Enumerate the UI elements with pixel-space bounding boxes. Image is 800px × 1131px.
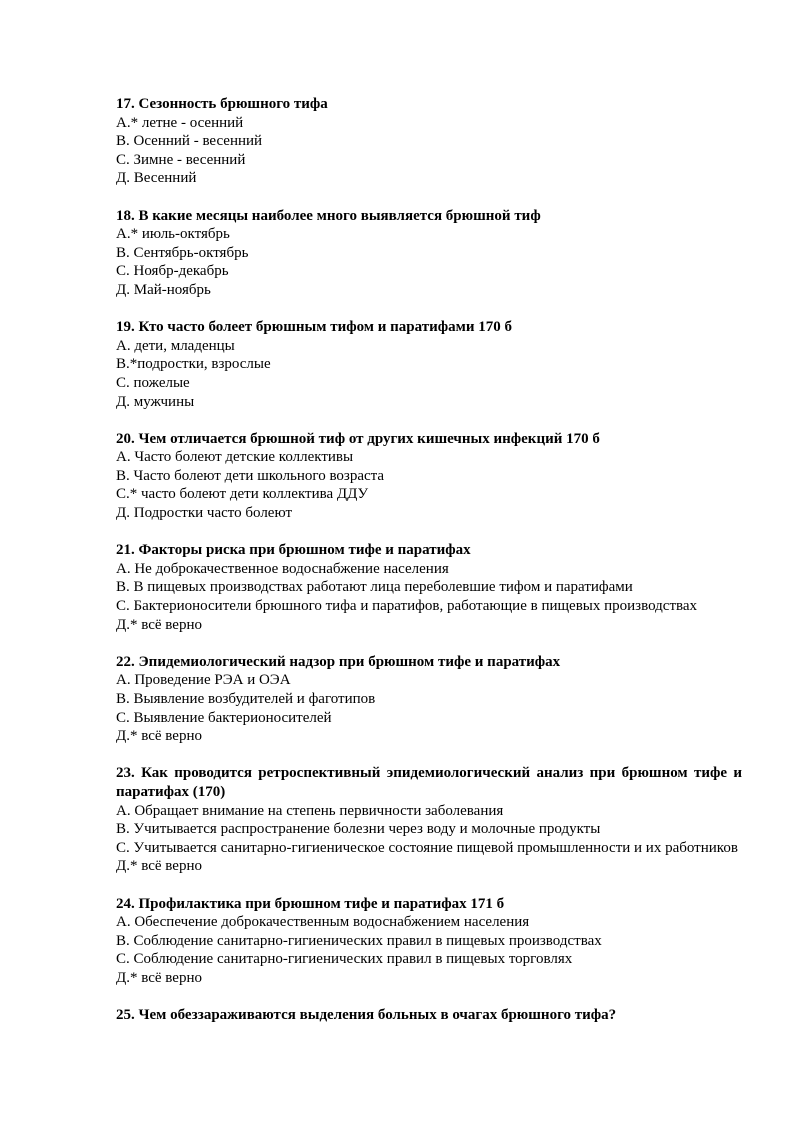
question-19: [116, 318, 742, 411]
answer-option: А. Часто болеют детские коллективы: [116, 449, 354, 466]
question-21: [116, 541, 742, 634]
answer-option: С. Соблюдение санитарно-гигиенических правил в пищевых торговлях: [116, 951, 573, 968]
answer-option: А.* летне - осенний: [116, 114, 244, 131]
answer-option: С. пожелые: [116, 374, 190, 391]
question-title: 24. Профилактика при брюшном тифе и паратифах 171 б: [116, 895, 505, 912]
question-title: 23. Как проводится ретроспективный эпидемиологический анализ при брюшном тифе и паратифах (170): [116, 765, 742, 800]
document-page: [116, 95, 742, 1043]
answer-option: С. Выявление бактерионосителей: [116, 709, 332, 726]
answer-option: В. Соблюдение санитарно-гигиенических правил в пищевых производствах: [116, 932, 602, 949]
question-23: [116, 764, 742, 876]
question-18: [116, 207, 742, 300]
question-25: [116, 1006, 742, 1025]
answer-option: Д. Май-ноябрь: [116, 281, 211, 298]
answer-option: С. Учитывается санитарно-гигиеническое состояние пищевой промышленности и их работников: [116, 839, 738, 856]
answer-option: С. Ноябр-декабрь: [116, 263, 229, 280]
answer-option: В.*подростки, взрослые: [116, 356, 271, 373]
answer-option: Д. Весенний: [116, 170, 197, 187]
answer-option: В. Часто болеют дети школьного возраста: [116, 467, 385, 484]
question-title: 19. Кто часто болеет брюшным тифом и паратифами 170 б: [116, 319, 513, 336]
answer-option: С. Зимне - весенний: [116, 151, 246, 168]
question-title: 17. Сезонность брюшного тифа: [116, 96, 328, 112]
question-title: 21. Факторы риска при брюшном тифе и паратифах: [116, 542, 471, 559]
answer-option: С.* часто болеют дети коллектива ДДУ: [116, 486, 369, 503]
question-title: 20. Чем отличается брюшной тиф от других кишечных инфекций 170 б: [116, 430, 600, 447]
answer-option: Д. Подростки часто болеют: [116, 505, 293, 522]
answer-option: А. Обращает внимание на степень первичности заболевания: [116, 802, 504, 819]
answer-option: В. Учитывается распространение болезни через воду и молочные продукты: [116, 821, 601, 838]
answer-option: В. Сентябрь-октябрь: [116, 244, 249, 261]
answer-option: Д.* всё верно: [116, 858, 202, 875]
question-22: [116, 653, 742, 746]
answer-option: С. Бактерионосители брюшного тифа и паратифов, работающие в пищевых производствах: [116, 598, 698, 615]
answer-option: Д.* всё верно: [116, 728, 202, 745]
answer-option: Д.* всё верно: [116, 616, 202, 633]
answer-option: Д. мужчины: [116, 393, 195, 410]
answer-option: В. Осенний - весенний: [116, 133, 263, 150]
answer-option: А. Обеспечение доброкачественным водоснабжением населения: [116, 914, 530, 931]
question-20: [116, 430, 742, 523]
answer-option: А. дети, младенцы: [116, 337, 235, 354]
answer-option: В. В пищевых производствах работают лица переболевшие тифом и паратифами: [116, 579, 633, 596]
answer-option: В. Выявление возбудителей и фаготипов: [116, 691, 376, 707]
question-title: 18. В какие месяцы наиболее много выявляется брюшной тиф: [116, 207, 541, 224]
answer-option: Д.* всё верно: [116, 969, 202, 986]
answer-option: А. Не доброкачественное водоснабжение населения: [116, 560, 449, 577]
answer-option: А.* июль-октябрь: [116, 226, 230, 243]
question-24: [116, 895, 742, 988]
question-17: [116, 95, 742, 188]
answer-option: А. Проведение РЭА и ОЭА: [116, 672, 291, 689]
question-title: 22. Эпидемиологический надзор при брюшном тифе и паратифах: [116, 653, 561, 670]
question-title: 25. Чем обеззараживаются выделения больных в очагах брюшного тифа?: [116, 1007, 617, 1024]
